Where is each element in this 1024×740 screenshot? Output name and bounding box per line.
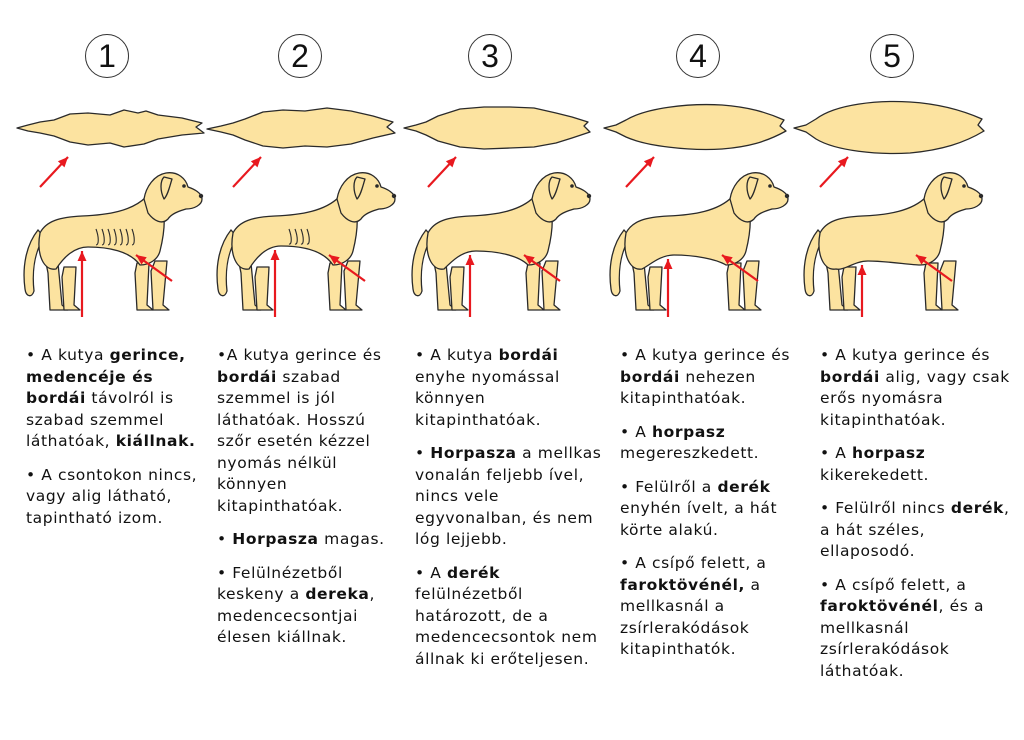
arrowhead-icon (858, 265, 867, 275)
stage-number-badge: 3 (468, 34, 512, 78)
emphasized-term: bordái (820, 367, 880, 386)
emphasized-term: horpasz (852, 444, 926, 462)
description-paragraph (620, 553, 792, 661)
description-text: a mellkasnál a zsírlerakódások kitapinthatók. (620, 575, 761, 658)
description-text: alig, vagy csak erős nyomásra kitapinthatóak. (820, 367, 1010, 429)
dog-nose (587, 194, 591, 198)
emphasized-term: bordái (498, 346, 559, 364)
dog-leg (328, 263, 346, 310)
description-paragraph (820, 443, 1010, 486)
emphasized-term: bordái (217, 367, 277, 386)
description-text: • A (820, 444, 852, 462)
dog-eye (768, 184, 772, 188)
stage-number-badge: 4 (676, 34, 720, 78)
emphasized-term: derék (950, 499, 1004, 517)
dog-eye (375, 184, 379, 188)
description-paragraph (820, 345, 1010, 431)
dog-illustration (400, 95, 595, 330)
dog-eye (182, 184, 186, 188)
description-text: • Felülről nincs (820, 499, 951, 517)
arrowhead-icon (466, 255, 475, 265)
description-text: • A csípő felett, a (820, 575, 967, 594)
arrowhead-icon (664, 259, 673, 269)
dog-nose (199, 194, 203, 198)
description-text: enyhén ívelt, a hát körte alakú. (620, 499, 778, 539)
description-text: kikerekedett. (820, 465, 930, 484)
description-text: •A kutya gerince és (217, 346, 382, 364)
description-text: magas. (318, 530, 385, 548)
description-text: • (415, 444, 431, 462)
description-text: • (217, 530, 233, 548)
emphasized-term: derék (447, 563, 501, 582)
dog-leg (526, 263, 544, 310)
arrowhead-icon (271, 250, 280, 260)
dog-top-view (404, 107, 590, 149)
emphasized-term: kiállnak. (115, 432, 196, 450)
dog-top-view (207, 108, 395, 148)
description-text: • A csípő felett, a (620, 554, 767, 572)
dog-illustration (12, 95, 207, 330)
arrowhead-icon (78, 251, 87, 261)
dog-leg (135, 263, 153, 310)
description-text: szabad szemmel is jól láthatóak. Hosszú szőr esetén kézzel nyomás nélkül könnyen kitapinthatóak. (217, 367, 371, 515)
description-paragraph (26, 345, 204, 453)
emphasized-term: dereka (305, 585, 370, 603)
emphasized-term: medencéje és (26, 367, 154, 386)
description-paragraph (620, 422, 792, 465)
dog-top-view (604, 105, 786, 150)
description-text: • A kutya (415, 346, 499, 364)
dog-head (144, 173, 202, 222)
description-text: enyhe nyomással könnyen kitapinthatóak. (415, 367, 560, 429)
emphasized-term: faroktövénél (820, 597, 939, 615)
stage-column-4 (598, 0, 793, 740)
description-paragraph (217, 345, 397, 517)
description-paragraph (620, 345, 792, 410)
description-paragraph (620, 477, 792, 542)
stage-column-2 (205, 0, 400, 740)
description-text: nehezen kitapinthatóak. (620, 367, 756, 407)
description-text: , medencecsontjai élesen kiállnak. (217, 585, 376, 646)
description-text: , a hát széles, ellaposodó. (820, 499, 1010, 560)
dog-leg (924, 263, 942, 310)
dog-head (532, 173, 590, 222)
stage-number-badge: 1 (85, 34, 129, 78)
description-text: • A kutya (26, 346, 110, 364)
dog-leg (450, 267, 468, 310)
emphasized-term: faroktövénél, (620, 575, 746, 594)
description-text: felülnézetből határozott, de a medencecsontok nem állnak ki erőteljesen. (415, 585, 598, 668)
dog-illustration (205, 95, 400, 330)
emphasized-term: Horpasza (430, 444, 517, 462)
dog-head (924, 173, 982, 222)
dog-head (337, 173, 395, 222)
emphasized-term: Horpasza (232, 530, 319, 548)
description-paragraph (820, 498, 1010, 563)
dog-top-view (17, 110, 204, 147)
description-paragraph (415, 345, 605, 431)
description-text: • A kutya gerince és (820, 346, 991, 364)
stage-column-5 (792, 0, 1010, 740)
emphasized-term: gerince, (109, 346, 186, 364)
emphasized-term: derék (717, 477, 771, 496)
description-text: • Felülnézetből keskeny a (217, 563, 343, 603)
stage-description (217, 345, 397, 661)
dog-eye (570, 184, 574, 188)
dog-illustration (598, 95, 793, 330)
description-paragraph (820, 575, 1010, 683)
dog-nose (392, 194, 396, 198)
dog-top-view (794, 102, 984, 154)
description-text: , és a mellkasnál zsírlerakódások láthatóak. (820, 597, 985, 680)
description-paragraph (217, 563, 397, 649)
description-text: • A (415, 563, 447, 582)
description-paragraph (415, 563, 605, 671)
description-text: • A (620, 422, 652, 441)
dog-head (730, 173, 788, 222)
stage-description (820, 345, 1010, 694)
emphasized-term: horpasz (652, 422, 726, 441)
dog-leg (542, 261, 560, 310)
stage-description (620, 345, 792, 673)
stage-column-1 (12, 0, 207, 740)
dog-leg (255, 267, 273, 310)
stage-number-badge: 2 (278, 34, 322, 78)
dog-illustration (792, 95, 987, 330)
dog-leg (842, 267, 860, 310)
description-text: távolról is szabad szemmel láthatóak, (26, 389, 174, 450)
dog-leg (940, 261, 958, 310)
description-text: • A csontokon nincs, vagy alig látható, tapintható izom. (26, 465, 198, 527)
emphasized-term: bordái (620, 367, 680, 386)
description-paragraph (217, 529, 397, 551)
dog-leg (648, 267, 666, 310)
dog-eye (962, 184, 966, 188)
description-text: megereszkedett. (620, 444, 760, 462)
dog-nose (785, 194, 789, 198)
description-text: a mellkas vonalán feljebb ível, nincs vele egyvonalban, és nem lóg lejjebb. (415, 444, 602, 548)
dog-leg (62, 267, 80, 310)
stage-description (415, 345, 605, 682)
stage-column-3 (400, 0, 602, 740)
description-text: • Felülről a (620, 477, 718, 496)
dog-nose (979, 194, 983, 198)
description-paragraph (26, 465, 204, 530)
description-paragraph (415, 443, 605, 551)
dog-leg (743, 261, 761, 310)
stage-description (26, 345, 204, 541)
stage-number-badge: 5 (870, 34, 914, 78)
emphasized-term: bordái (26, 389, 86, 407)
description-text: • A kutya gerince és (620, 346, 791, 364)
